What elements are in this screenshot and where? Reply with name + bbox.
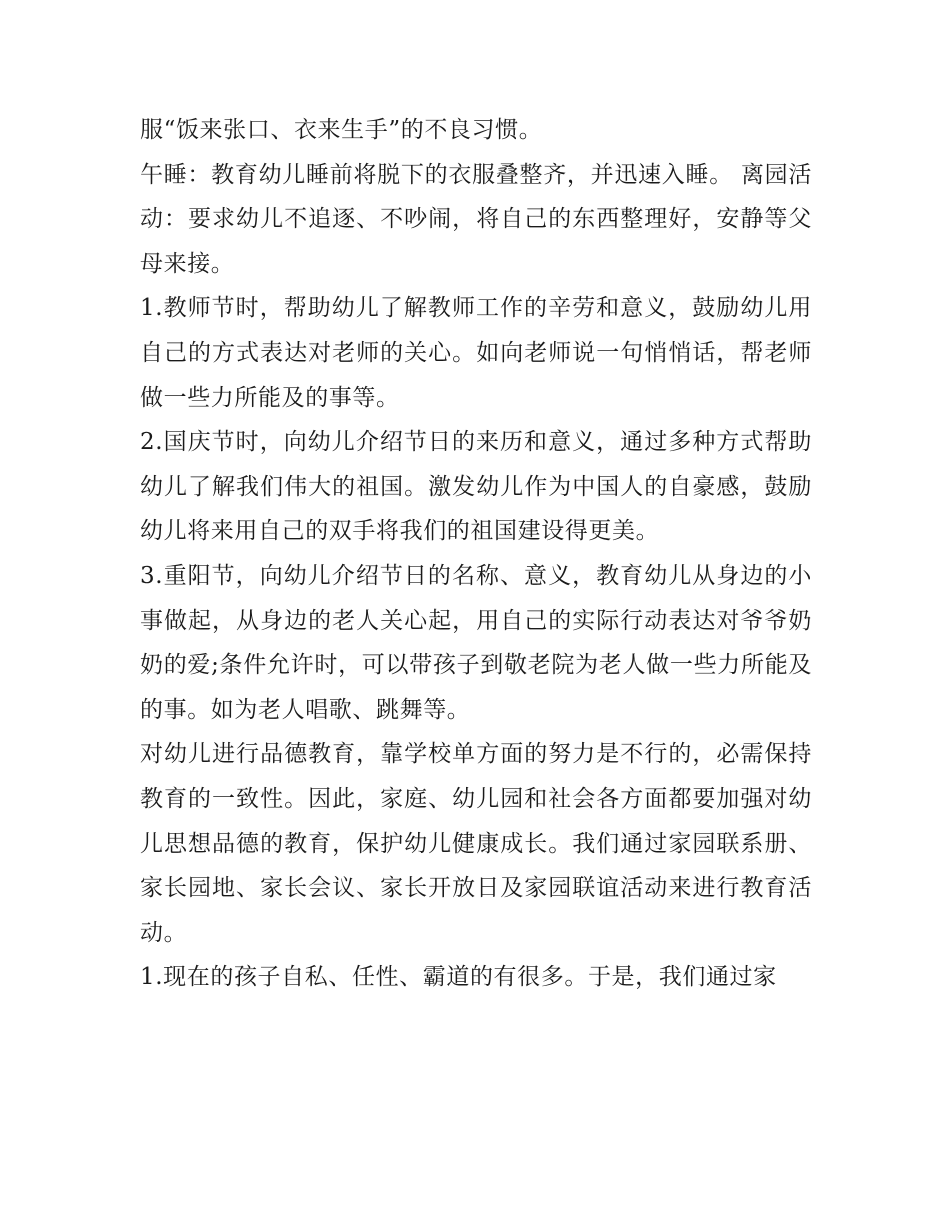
paragraph-home-school-cooperation: 对幼儿进行品德教育，靠学校单方面的努力是不行的，必需保持教育的一致性。因此，家庭、幼儿园和社会各方面都要加强对幼儿思想品德的教育，保护幼儿健康成长。我们通过家园联系册、家长园地、家长会议、家长开放日及家园联谊活动来进行教育活动。	[140, 741, 812, 946]
document-body	[140, 108, 812, 1000]
paragraph-habit-ending: 服“饭来张口、衣来生手”的不良习惯。	[140, 117, 543, 143]
paragraph-national-day: 2.国庆节时，向幼儿介绍节日的来历和意义，通过多种方式帮助幼儿了解我们伟大的祖国。激发幼儿作为中国人的自豪感，鼓励幼儿将来用自己的双手将我们的祖国建设得更美。	[140, 429, 812, 545]
paragraph-selfish-children: 1.现在的孩子自私、任性、霸道的有很多。于是，我们通过家	[140, 964, 777, 991]
paragraph-double-ninth: 3.重阳节，向幼儿介绍节日的名称、意义，教育幼儿从身边的小事做起，从身边的老人关心起，用自己的实际行动表达对爷爷奶奶的爱;条件允许时，可以带孩子到敬老院为老人做一些力所能及的事。如为老人唱歌、跳舞等。	[140, 562, 812, 723]
paragraph-teachers-day: 1.教师节时，帮助幼儿了解教师工作的辛劳和意义，鼓励幼儿用自己的方式表达对老师的关心。如向老师说一句悄悄话，帮老师做一些力所能及的事等。	[140, 295, 812, 411]
paragraph-nap-and-departure: 午睡：教育幼儿睡前将脱下的衣服叠整齐，并迅速入睡。 离园活动：要求幼儿不追逐、不吵闹，将自己的东西整理好，安静等父母来接。	[140, 161, 812, 277]
